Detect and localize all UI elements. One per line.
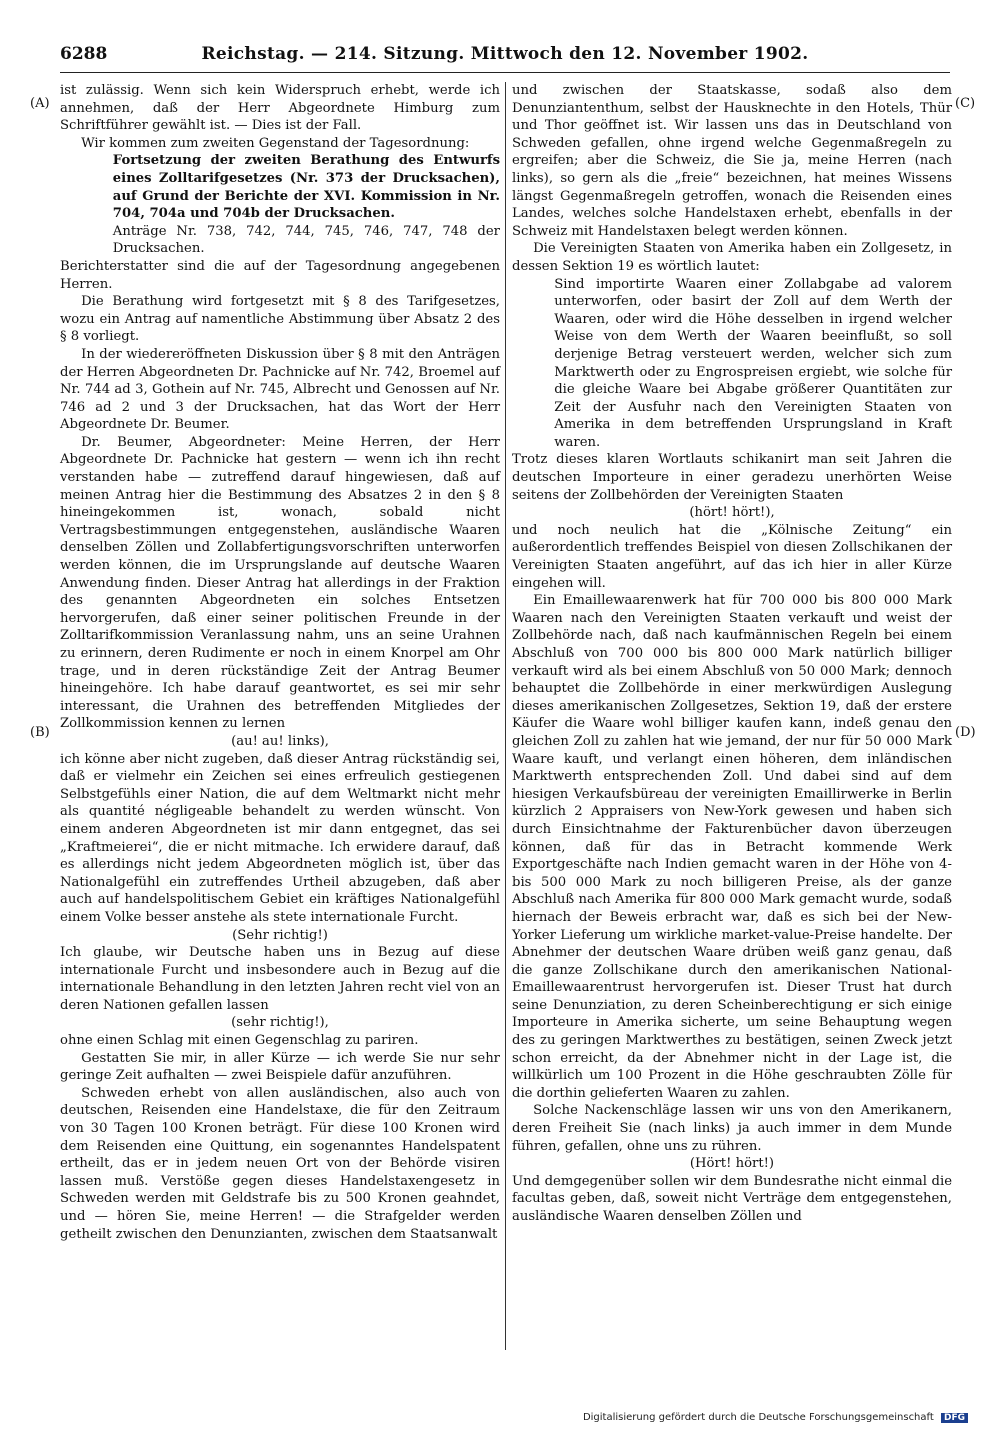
paragraph: und noch neulich hat die „Kölnische Zeitung“ ein außerordentlich treffendes Beispiel von diesen Zollschikanen der Vereinigten Staaten angeführt, auf das ich hier in aller Kürze eingehen will. <box>512 522 952 591</box>
paragraph: ohne einen Schlag mit einen Gegenschlag zu pariren. <box>60 1033 419 1049</box>
dfg-logo: DFG <box>941 1413 968 1423</box>
interjection: (hört! hört!), <box>689 505 775 521</box>
paragraph: Gestatten Sie mir, in aller Kürze — ich werde Sie nur sehr geringe Zeit aufhalten — zwei Beispiele dafür anzuführen. <box>60 1050 500 1084</box>
interjection: (Hört! hört!) <box>689 1156 775 1172</box>
running-header <box>60 44 950 70</box>
footer-text: Digitalisierung gefördert durch die Deutsche Forschungsgemeinschaft <box>582 1412 934 1423</box>
interjection: (Sehr richtig!) <box>232 927 328 943</box>
paragraph: ich könne aber nicht zugeben, daß dieser Antrag rückständig sei, daß er vielmehr ein Zeichen sei eines erfreulich gestiegenen Selbstgefühls einer Nation, die auf dem Weltmarkt nicht mehr als quantité négligeable behandelt zu werden wünscht. Von einem anderen Abgeordneten ist mir dann entgegnet, das sei „Kraftmeierei“, die er nicht mitmache. Ich erwidere darauf, daß es allerdings nicht jedem Abgeordneten möglich ist, über das Nationalgefühl ein zutreffendes Urtheil abzugeben, daß aber auch auf handelspolitischem Gebiet ein kräftiges Nationalgefühl einem Volke besser anstehe als stete internationale Furcht. <box>60 751 500 925</box>
paragraph: Und demgegenüber sollen wir dem Bundesrathe nicht einmal die facultas geben, daß, soweit nicht Verträge dem entgegenstehen, ausländische Waaren denselben Zöllen und <box>512 1173 952 1224</box>
agenda-item: Fortsetzung der zweiten Berathung des Entwurfs eines Zolltarifgesetzes (Nr. 373 der Drucksachen), auf Grund der Berichte der XVI. Kommission in Nr. 704, 704a und 704b der Drucksachen. <box>112 153 500 222</box>
header-title: Reichstag. — 214. Sitzung. Mittwoch den 12. November 1902. <box>201 44 809 64</box>
speech-paragraph: Dr. Beumer, Abgeordneter: Meine Herren, der Herr Abgeordnete Dr. Pachnicke hat gestern — wenn ich ihn recht verstanden habe — zutreffend darauf hingewiesen, daß auf meinen Antrag hier die Bestimmung des Absatzes 2 in den § 8 hineingekommen ist, wonach, sobald nicht Vertragsbestimmungen entgegenstehen, ausländische Waaren denselben Zöllen und Zollabfertigungsvorschriften unterworfen werden können, die im Ursprungslande auf deutsche Waaren Anwendung finden. Dieser Antrag hat allerdings in der Fraktion des genannten Abgeordneten ein solches Entsetzen hervorgerufen, daß einer seiner politischen Freunde in der Zolltarifkommission Veranlassung nahm, uns an seine Urahnen zu erinnern, deren Rudimente er noch in einem Knorpel am Ohr trage, und in deren rückständige Zeit der Antrag Beumer hineingehöre. Ich habe darauf geantwortet, es sei mir sehr interessant, die Urahnen des betreffenden Mitgliedes der Zollkommission kennen zu lernen <box>60 434 500 732</box>
paragraph: Berichterstatter sind die auf der Tagesordnung angegebenen Herren. <box>60 258 500 292</box>
margin-mark-c: (C) <box>955 96 976 111</box>
paragraph: Trotz dieses klaren Wortlauts schikanirt man seit Jahren die deutschen Importeure in einer geradezu unerhörten Weise seitens der Zollbehörden der Vereinigten Staaten <box>512 452 952 503</box>
header-rule <box>60 72 950 73</box>
interjection: (sehr richtig!), <box>231 1015 329 1031</box>
interjection: (au! au! links), <box>231 733 329 749</box>
digitization-credit <box>583 1412 968 1423</box>
block-quote: Sind importirte Waaren einer Zollabgabe ad valorem unterworfen, oder basirt der Zoll auf dem Werth der Waaren, oder wird die Höhe desselben in irgend welcher Weise von dem Werth der Waaren beeinflußt, so soll derjenige Betrag versteuert werden, welcher sich zum Marktwerth oder zu Engrospreisen ergiebt, wie solche für die gleiche Waare bei Abgabe größerer Quantitäten zur Zeit der Ausfuhr nach den Vereinigten Staaten von Amerika in dem betreffenden Ursprungsland in Kraft waren. <box>554 276 952 450</box>
paragraph: Schweden erhebt von allen ausländischen, also auch von deutschen, Reisenden eine Handelstaxe, die für den Zeitraum von 30 Tagen 100 Kronen beträgt. Für diese 100 Kronen wird dem Reisenden eine Quittung, ein sogenanntes Handelspatent ertheilt, das er in jedem neuen Ort von der Behörde visiren lassen muß. Verstöße gegen dieses Handelstaxengesetz in Schweden werden mit Geldstrafe bis zu 500 Kronen geahndet, und — hören Sie, meine Herren! — die Strafgelder werden getheilt zwischen den Denunzianten, zwischen dem Staatsanwalt <box>60 1085 500 1242</box>
left-column <box>60 82 500 1243</box>
margin-mark-d: (D) <box>955 725 976 740</box>
margin-mark-b: (B) <box>30 725 50 740</box>
paragraph: Wir kommen zum zweiten Gegenstand der Tagesordnung: <box>81 135 470 151</box>
paragraph: ist zulässig. Wenn sich kein Widerspruch erhebt, werde ich annehmen, daß der Herr Abgeordnete Himburg zum Schriftführer gewählt ist. — Dies ist der Fall. <box>60 83 500 134</box>
paragraph: Solche Nackenschläge lassen wir uns von den Amerikanern, deren Freiheit Sie (nach links) ja auch immer in dem Munde führen, gefallen, ohne uns zu rühren. <box>512 1103 952 1154</box>
paragraph: Ich glaube, wir Deutsche haben uns in Bezug auf diese internationale Furcht und insbesondere auch in Bezug auf die internationale Behandlung in den letzten Jahren recht viel von an deren Nationen gefallen lassen <box>60 945 500 1013</box>
paragraph: Die Berathung wird fortgesetzt mit § 8 des Tarifgesetzes, wozu ein Antrag auf namentliche Abstimmung über Absatz 2 des § 8 vorliegt. <box>60 294 500 345</box>
paragraph: Die Vereinigten Staaten von Amerika haben ein Zollgesetz, in dessen Sektion 19 es wörtlich lautet: <box>512 241 952 274</box>
column-divider <box>505 82 506 1350</box>
margin-mark-a: (A) <box>30 96 50 111</box>
paragraph: In der wiedereröffneten Diskussion über § 8 mit den Anträgen der Herren Abgeordneten Dr. Pachnicke auf Nr. 742, Broemel auf Nr. 744 ad 3, Gothein auf Nr. 745, Albrecht und Genossen auf Nr. 746 ad 2 und 3 der Drucksachen, hat das Wort der Herr Abgeordnete Dr. Beumer. <box>60 346 500 433</box>
page-number: 6288 <box>60 44 108 64</box>
paragraph: Ein Emaillewaarenwerk hat für 700 000 bis 800 000 Mark Waaren nach den Vereinigten Staaten verkauft und weist der Zollbehörde nach, daß nach kaufmännischen Regeln bei einem Abschluß von 700 000 bis 800 000 Mark natürlich billiger verkauft wird als bei einem Abschluß von 50 000 Mark; dennoch behauptet die Zollbehörde in einer merkwürdigen Auslegung dieses amerikanischen Zollgesetzes, Sektion 19, daß der erstere Käufer die Waare wohl billiger kaufen kann, indeß genau den gleichen Zoll zu zahlen hat wie jemand, der nur für 50 000 Mark Waare kauft, und verlangt einen höheren, dem inländischen Marktwerth entsprechenden Zoll. Und dabei sind auf dem hiesigen Verkaufsbüreau der vereinigten Emaillirwerke in Berlin kürzlich 2 Appraisers von New-York gewesen und haben sich durch Einsichtnahme der Fakturenbücher davon überzeugen können, daß für das in Betracht kommende Werk Exportgeschäfte nach Indien gemacht waren in der Höhe von 4- bis 500 000 Mark zu noch billigeren Preise, als der ganze Abschluß nach Amerika für 800 000 Mark gemacht wurde, sodaß hiernach der Beweis erbracht war, daß es sich bei der New-Yorker Lieferung um wirkliche market-value-Preise handelte. Der Abnehmer der deutschen Waare drüben weiß ganz genau, daß die ganze Zollschikane durch den amerikanischen National-Emaillewaarentrust hervorgerufen ist. Dieser Trust hat durch seine Denunziation, zu deren Scheinberechtigung er sich einige Importeure in Amerika sicherte, um seine Behauptung wegen des zu geringen Marktwerthes zu bestätigen, seinen Zweck jetzt schon erreicht, da der Abnehmer nicht in der Lage ist, die willkürlich um 100 Prozent in die Höhe geschraubten Zölle für die dorthin gelieferten Waaren zu zahlen. <box>512 593 952 1101</box>
right-column <box>512 82 952 1226</box>
agenda-motions: Anträge Nr. 738, 742, 744, 745, 746, 747, 748 der Drucksachen. <box>112 223 500 257</box>
paragraph: und zwischen der Staatskasse, sodaß also dem Denunziantenthum, selbst der Hausknechte in den Hotels, Thür und Thor geöffnet ist. Wir lassen uns das in Deutschland von Schweden gefallen, ohne irgend welche Gegenmaßregeln zu ergreifen; aber die Schweiz, die Sie ja, meine Herren (nach links), so gern als die „freie“ bezeichnen, hat meines Wissens längst Gegenmaßregeln getroffen, wonach die Reisenden eines Landes, welches solche Handelstaxen erhebt, ebenfalls in der Schweiz mit Handelstaxen belegt werden können. <box>512 83 952 239</box>
